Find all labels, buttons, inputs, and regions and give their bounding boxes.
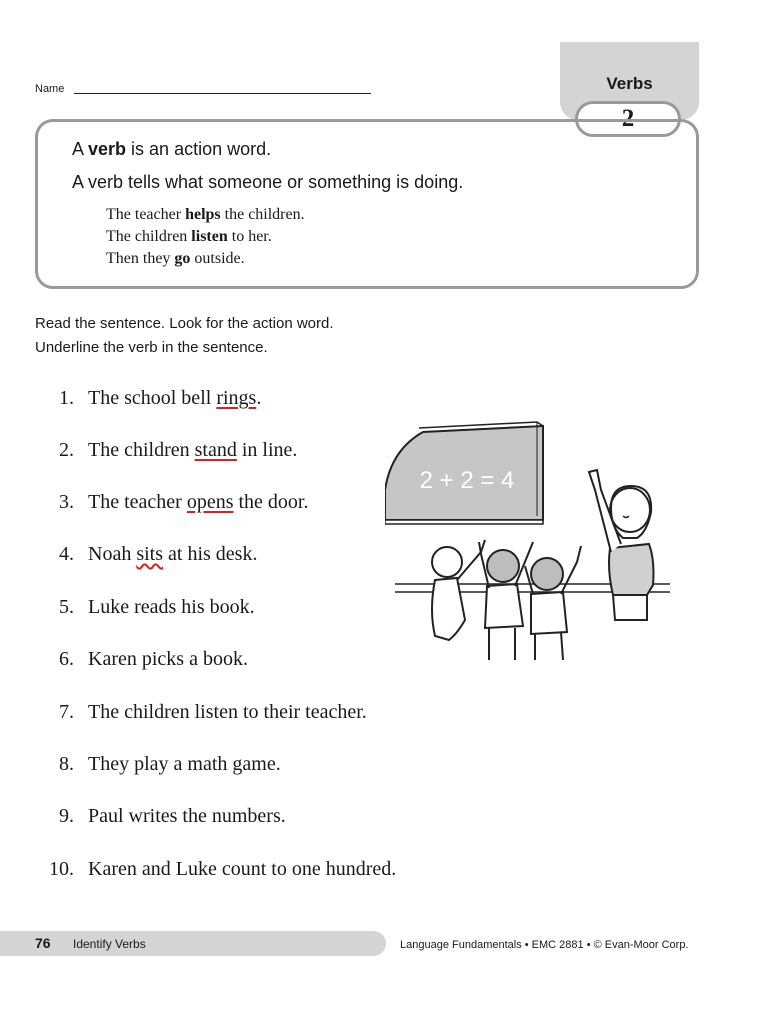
underlined-verb[interactable]: stand (194, 439, 237, 461)
example-sentence: Then they go outside. (106, 250, 245, 267)
classroom-illustration (385, 420, 675, 670)
teacher-figure (589, 470, 654, 620)
sentence-number: 2. (59, 439, 74, 461)
sentence-text[interactable]: Karen picks a book. (88, 648, 248, 670)
footer-topic: Identify Verbs (73, 937, 146, 951)
sentence-number: 10. (49, 858, 74, 880)
board-equation: 2 + 2 = 4 (419, 467, 515, 494)
page-number: 76 (35, 935, 51, 951)
sentence-text: The children stand in line. (88, 439, 298, 461)
sentence-text[interactable]: They play a math game. (88, 753, 281, 775)
sentence-number: 7. (59, 701, 74, 723)
underlined-verb[interactable]: rings (216, 387, 257, 409)
sentence-text[interactable]: Paul writes the numbers. (88, 805, 286, 827)
footer-bar (0, 931, 386, 956)
example-sentence: The children listen to her. (106, 228, 272, 245)
sentence-number: 8. (59, 753, 74, 775)
sentence-text: The school bell rings. (88, 387, 262, 409)
instruction-line: Underline the verb in the sentence. (35, 339, 268, 356)
sentence-number: 3. (59, 491, 74, 513)
child-figure (432, 540, 485, 640)
sentence-number: 4. (59, 543, 74, 565)
instruction-line: Read the sentence. Look for the action word. (35, 315, 334, 332)
sentence-text: The teacher opens the door. (88, 491, 309, 513)
name-line (74, 93, 371, 94)
sentence-number: 6. (59, 648, 74, 670)
chalkboard (385, 422, 543, 524)
lesson-title: Verbs (606, 74, 653, 93)
sentence-number: 1. (59, 387, 74, 409)
rule-definition: A verb is an action word. (72, 139, 272, 159)
underlined-verb[interactable]: sits (136, 543, 164, 565)
example-sentence: The teacher helps the children. (106, 206, 305, 223)
rule-explanation: A verb tells what someone or something is doing. (72, 172, 464, 192)
sentence-number: 5. (59, 596, 74, 618)
sentence-text: Noah sits at his desk. (88, 543, 258, 565)
sentence-text[interactable]: The children listen to their teacher. (88, 701, 367, 723)
lesson-number: 2 (575, 101, 681, 137)
child-figure (525, 546, 581, 660)
underlined-verb[interactable]: opens (186, 491, 234, 513)
footer-credit: Language Fundamentals • EMC 2881 • © Evan-Moor Corp. (400, 939, 689, 951)
sentence-number: 9. (59, 805, 74, 827)
name-label: Name (35, 83, 65, 95)
sentence-text[interactable]: Luke reads his book. (88, 596, 255, 618)
sentence-text[interactable]: Karen and Luke count to one hundred. (88, 858, 397, 880)
child-figure (479, 542, 533, 660)
